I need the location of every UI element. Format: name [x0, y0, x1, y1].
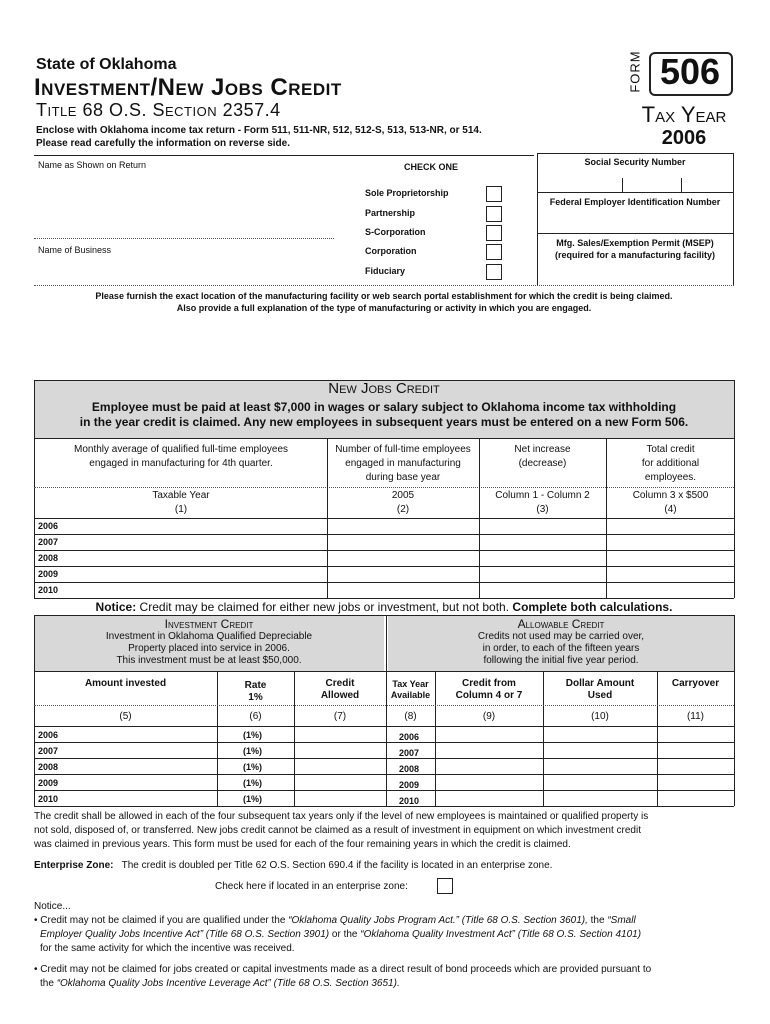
business-field[interactable] [38, 258, 338, 284]
dollar-amount-header: Dollar Amount [565, 678, 635, 689]
form-label-vertical: FORM [627, 50, 643, 93]
location-instruction-2: Also provide a full explanation of the type of manufacturing or activity in which you are engaged. [176, 303, 592, 313]
col-num-9: (9) [482, 711, 496, 722]
option-sole-proprietorship: Sole Proprietorship [365, 188, 449, 198]
nj-year-2009: 2009 [38, 569, 59, 579]
enterprise-zone-rule: Enterprise Zone: The credit is doubled per Title 62 O.S. Section 690.4 if the facility is located in an enterprise zone. [34, 860, 553, 871]
col-num-3: (3) [536, 504, 549, 515]
notice-line: Notice: Credit may be claimed for either new jobs or investment, but not both. Complete both calculations. [95, 600, 673, 614]
used-header: Used [587, 690, 613, 701]
nj-year-2007: 2007 [38, 537, 59, 547]
rate-row-2009: (1%) [243, 778, 263, 788]
rate-row-2008: (1%) [243, 762, 263, 772]
tax-year: 2006 [661, 127, 707, 149]
business-label: Name of Business [38, 245, 112, 255]
inv-year-2008: 2008 [38, 762, 59, 772]
name-label: Name as Shown on Return [38, 160, 147, 170]
base-year: 2005 [391, 490, 415, 501]
notice-bullet-1: • Credit may not be claimed if you are qualified under the “Oklahoma Quality Jobs Program Act.” (Title 68 O.S. Section 3601), the “Small Employer Quality Jobs Incentive Act” (Title 68 O.S. Section 3901) or the “Oklahoma Quality Investment Act” (Title 68 O.S. Section 4101) for the same activity for which the incentive was received. [34, 915, 642, 954]
tax-year-header: Tax Year [392, 679, 429, 689]
col-4-or-7-header: Column 4 or 7 [455, 690, 523, 701]
avail-year-2009: 2009 [399, 780, 420, 790]
nj-year-2010: 2010 [38, 585, 59, 595]
new-jobs-rule-2: in the year credit is claimed. Any new employees in subsequent years must be entered on a new Form 506. [79, 415, 689, 429]
fein-label: Federal Employer Identification Number [549, 197, 721, 207]
avail-year-2007: 2007 [399, 748, 420, 758]
col-num-4: (4) [664, 504, 677, 515]
option-partnership: Partnership [365, 208, 416, 218]
col4-header-1: Total credit [646, 444, 695, 455]
avail-year-2010: 2010 [399, 796, 420, 806]
col-num-5: (5) [119, 711, 132, 722]
inv-year-2010: 2010 [38, 794, 59, 804]
checkbox-s-corporation[interactable] [486, 225, 502, 241]
checkbox-partnership[interactable] [486, 206, 502, 222]
form-title: Investment/New Jobs Credit [34, 74, 342, 101]
notice-bullet-2: • Credit may not be claimed for jobs created or capital investments made as a direct result of bond proceeds which are provided pursuant to the “Oklahoma Quality Jobs Incentive Leverage Act” (Title 68 O.S. Section 3651). [34, 964, 652, 989]
investment-line-1: Investment in Oklahoma Qualified Depreciable [105, 631, 313, 642]
available-header: Available [390, 690, 431, 700]
new-jobs-rule-1: Employee must be paid at least $7,000 in wages or salary subject to Oklahoma income tax withholding [91, 400, 677, 414]
checkbox-sole-proprietorship[interactable] [486, 186, 502, 202]
notice-heading: Notice... [34, 901, 71, 912]
check-one-label: CHECK ONE [404, 162, 459, 172]
col2-header-3: during base year [365, 472, 441, 483]
msep-label: Mfg. Sales/Exemption Permit (MSEP) [556, 238, 714, 248]
col-num-10: (10) [591, 711, 609, 722]
col-num-7: (7) [333, 711, 347, 722]
allowable-line-3: following the initial five year period. [483, 655, 639, 666]
option-corporation: Corporation [365, 246, 417, 256]
credit-header: Credit [325, 678, 355, 689]
enclose-instructions: Enclose with Oklahoma income tax return - Form 511, 511-NR, 512, 512-S, 513, 513-NR, or 514. [36, 125, 482, 136]
enterprise-zone-check-label: Check here if located in an enterprise zone: [215, 881, 408, 892]
allowable-line-1: Credits not used may be carried over, [477, 631, 645, 642]
nj-year-2008: 2008 [38, 553, 59, 563]
col3-header-2: (decrease) [518, 458, 567, 469]
allowable-line-2: in order, to each of the fifteen years [482, 643, 640, 654]
col2-header-1: Number of full-time employees [335, 444, 471, 455]
investment-line-3: This investment must be at least $50,000. [116, 655, 302, 666]
checkbox-fiduciary[interactable] [486, 264, 502, 280]
credit-from-header: Credit from [462, 678, 516, 689]
rate-header: Rate [244, 680, 267, 691]
allowed-header: Allowed [320, 690, 360, 701]
col4-header-2: for additional [641, 458, 700, 469]
col-num-8: (8) [404, 711, 417, 722]
form-subtitle: Title 68 O.S. Section 2357.4 [36, 100, 281, 120]
ssn-label: Social Security Number [584, 157, 686, 167]
taxable-year-label: Taxable Year [152, 490, 210, 501]
rate-row-2010: (1%) [243, 794, 263, 804]
new-jobs-title: New Jobs Credit [328, 380, 440, 397]
msep-field[interactable] [540, 262, 730, 284]
col4-header-3: employees. [644, 472, 697, 483]
read-instructions: Please read carefully the information on reverse side. [36, 138, 290, 149]
carryover-header: Carryover [671, 678, 720, 689]
option-s-corporation: S-Corporation [365, 227, 426, 237]
investment-line-2: Property placed into service in 2006. [128, 643, 290, 654]
allowable-title: Allowable Credit [517, 617, 605, 631]
state-name: State of Oklahoma [36, 56, 177, 73]
inv-year-2007: 2007 [38, 746, 59, 756]
col-num-11: (11) [686, 711, 705, 722]
col-difference-label: Column 1 - Column 2 [495, 490, 590, 501]
rate-row-2006: (1%) [243, 730, 263, 740]
ssn-field[interactable] [540, 170, 730, 192]
col-num-6: (6) [249, 711, 262, 722]
location-field[interactable] [36, 318, 732, 378]
col1-header-1: Monthly average of qualified full-time employees [74, 444, 288, 455]
msep-note: (required for a manufacturing facility) [554, 250, 716, 260]
rate-row-2007: (1%) [243, 746, 263, 756]
avail-year-2008: 2008 [399, 764, 420, 774]
col1-header-2: engaged in manufacturing for 4th quarter. [89, 458, 273, 469]
option-fiduciary: Fiduciary [365, 266, 406, 276]
investment-title: Investment Credit [164, 617, 254, 631]
form-number: 506 [659, 51, 721, 92]
col-num-1: (1) [174, 504, 188, 515]
col-num-2: (2) [396, 504, 410, 515]
amount-invested-header: Amount invested [84, 678, 167, 689]
col2-header-2: engaged in manufacturing [345, 458, 461, 469]
rate-pct-header: 1% [248, 692, 263, 703]
tax-year-label: Tax Year [641, 102, 727, 127]
checkbox-corporation[interactable] [486, 244, 502, 260]
avail-year-2006: 2006 [399, 732, 420, 742]
col3-header-1: Net increase [514, 444, 571, 455]
enterprise-zone-checkbox[interactable] [437, 878, 453, 894]
inv-year-2009: 2009 [38, 778, 59, 788]
location-instruction-1: Please furnish the exact location of the manufacturing facility or web search portal establishment for which the credit is being claimed. [95, 291, 673, 301]
col-multiply-label: Column 3 x $500 [632, 490, 709, 501]
continuation-rules: The credit shall be allowed in each of the four subsequent tax years only if the level of new employees is maintained or qualified property is not sold, disposed of, or transferred. New jobs credit cannot be claimed as a result of investment in equipment on which investment credit was claimed in previous years. This form must be used for each of the four remaining years in which the credit is claimed. [34, 811, 649, 850]
fein-field[interactable] [540, 209, 730, 231]
inv-year-2006: 2006 [38, 730, 59, 740]
nj-year-2006: 2006 [38, 521, 59, 531]
name-field[interactable] [38, 175, 338, 237]
